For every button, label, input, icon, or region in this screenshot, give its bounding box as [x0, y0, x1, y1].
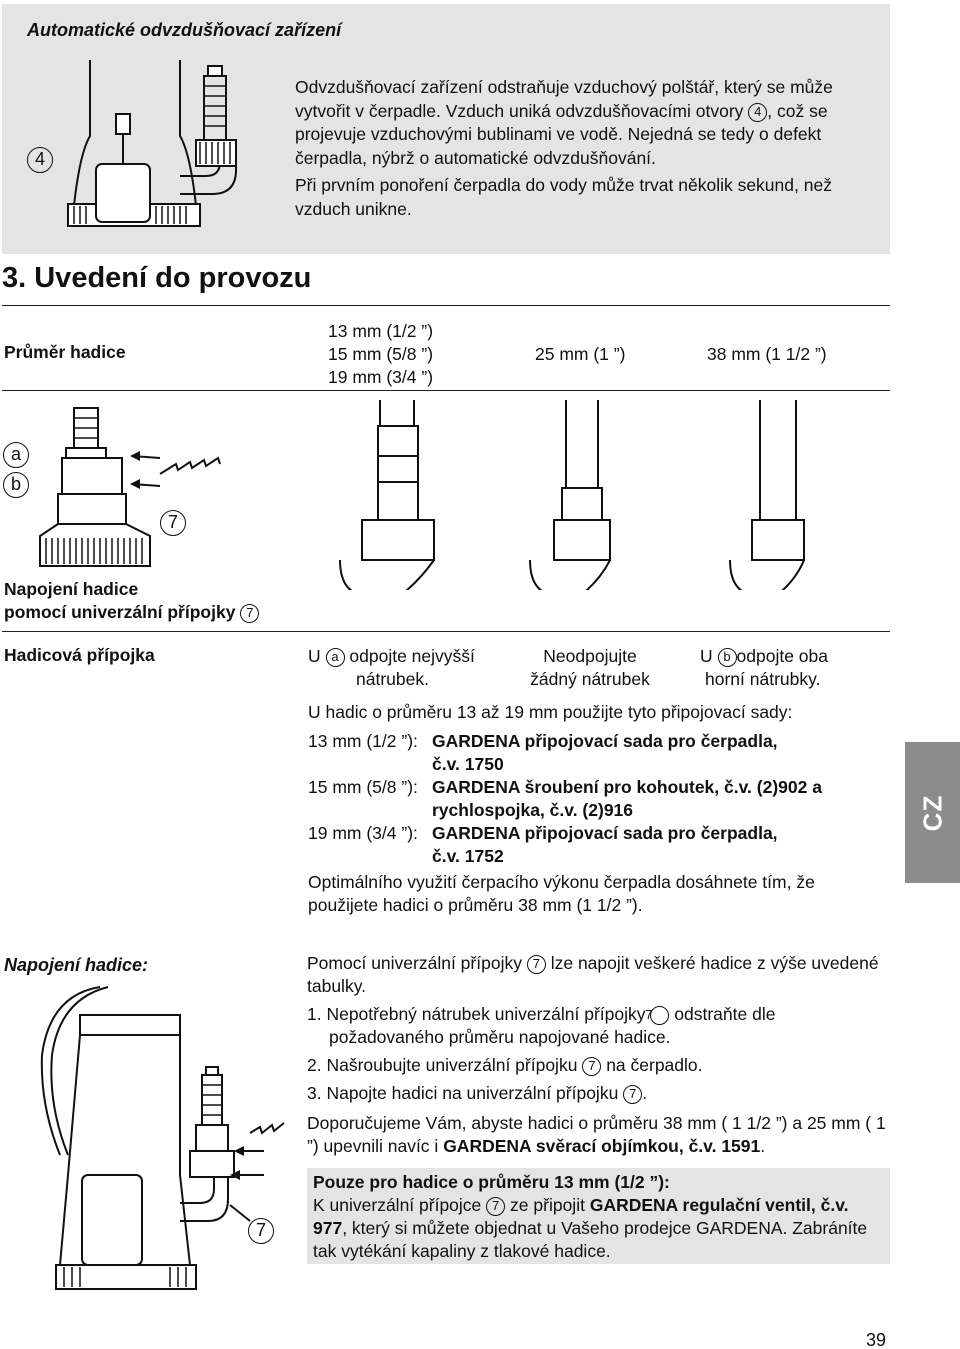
hose-diameter-label: Průměr hadice: [4, 342, 126, 362]
callout-a: a: [3, 442, 29, 468]
step-3: 3. Napojte hadici na univerzální přípojku 7 .: [307, 1083, 648, 1103]
connection-small: U a odpojte nejvyšší nátrubek.: [308, 646, 475, 689]
universal-connector-icon: [40, 408, 150, 566]
info-paragraph-2: Při prvním ponoření čerpadla do vody může trvat několik sekund, než vzduch unikne.: [295, 175, 832, 219]
connector-illustrations: [0, 400, 900, 590]
pump-connection-illustration: [20, 975, 290, 1305]
step-1: 1. Nepotřebný nátrubek univerzální přípojky 7 odstraňte dle požadovaného průměru napojované hadice.: [307, 1004, 776, 1047]
connection-25: Neodpojujte žádný nátrubek: [530, 646, 650, 689]
callout-7: 7: [160, 510, 186, 536]
connection-38: U b odpojte oba horní nátrubky.: [700, 646, 828, 689]
kits-list: [308, 730, 888, 868]
step-2: 2. Našroubujte univerzální přípojku 7 na čerpadlo.: [307, 1055, 703, 1075]
section-title: 3. Uvedení do provozu: [2, 262, 312, 294]
universal-connector-label: Napojení hadice pomocí univerzální přípojky 7: [4, 578, 259, 624]
info-box-text: [295, 76, 875, 225]
callout-7: 7: [248, 1218, 274, 1244]
small-diameters: 13 mm (1/2 ”) 15 mm (5/8 ”) 19 mm (3/4 ”): [328, 321, 434, 387]
kit-item: 19 mm (3/4 ”): GARDENA připojovací sada pro čerpadla, č.v. 1752: [308, 823, 778, 866]
diameter-38: 38 mm (1 1/2 ”): [707, 344, 827, 364]
kits-intro: U hadic o průměru 13 až 19 mm použijte tyto připojovací sady:: [308, 702, 793, 722]
hose-connection-label: Hadicová přípojka: [4, 645, 155, 665]
pump-deaeration-illustration: [20, 56, 280, 236]
page-number: 39: [866, 1330, 887, 1349]
info-box-title: Automatické odvzdušňovací zařízení: [27, 20, 342, 40]
clamp-recommendation: Doporučujeme Vám, abyste hadici o průměru 38 mm ( 1 1/2 ”) a 25 mm ( 1 ”) upevnili navíc i GARDENA svěrací objímkou, č.v. 1591.: [307, 1113, 886, 1156]
info-paragraph-1: Odvzdušňovací zařízení odstraňuje vzduchový polštář, který se může vytvořit v čerpadle. Vzduch uniká odvzdušňovacími otvory 4 , což se projevuje vzduchovými bublinami ve vodě. Nejedná se tedy o defekt čerpadla, nýbrž o automatické odvzdušňování.: [295, 77, 833, 168]
connection-intro: Pomocí univerzální přípojky 7 lze napojit veškeré hadice z výše uvedené tabulky.: [307, 953, 879, 996]
divider: [2, 631, 890, 632]
divider: [2, 390, 890, 391]
callout-b: b: [3, 472, 29, 498]
connection-heading: Napojení hadice:: [4, 955, 149, 975]
note-text: Pouze pro hadice o průměru 13 mm (1/2 ”): K univerzální přípojce 7 ze připojit GARDENA regulační ventil, č.v. 977, který si můžete objednat u Vašeho prodejce GARDENA. Zabráníte tak vytékání kapaliny z tlakové hadice.: [313, 1172, 868, 1261]
callout-4: 4: [27, 147, 53, 173]
kit-item: 13 mm (1/2 ”): GARDENA připojovací sada pro čerpadla, č.v. 1750: [308, 731, 778, 774]
connection-steps: [307, 1003, 885, 1105]
divider: [2, 305, 890, 306]
kit-item: 15 mm (5/8 ”): GARDENA šroubení pro kohoutek, č.v. (2)902 a rychlospojka, č.v. (2)916: [308, 777, 822, 820]
diameter-25: 25 mm (1 ”): [535, 344, 626, 364]
kits-optimal: Optimálního využití čerpacího výkonu čerpadla dosáhnete tím, že použijete hadici o průměru 38 mm (1 1/2 ”).: [308, 872, 815, 915]
callout-4-inline: 4: [748, 103, 767, 122]
language-tab: CZ: [905, 742, 960, 883]
